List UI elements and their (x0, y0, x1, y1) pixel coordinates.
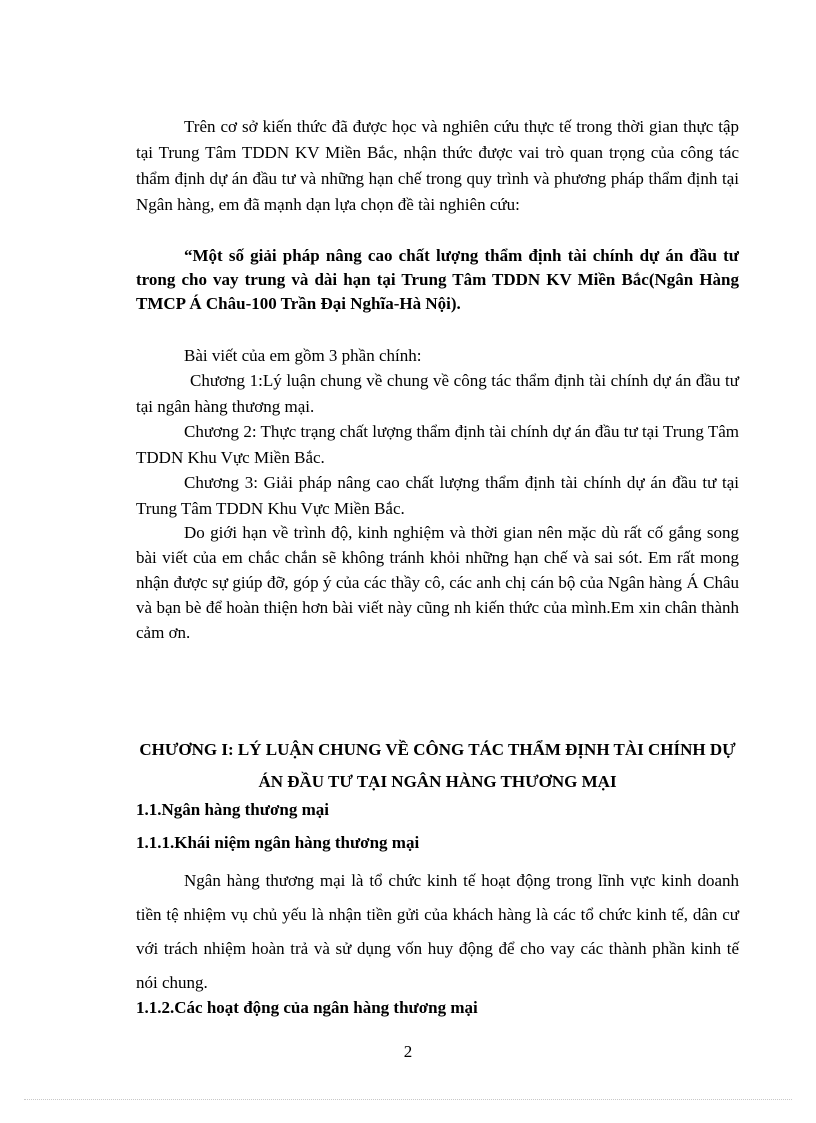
chapter-1-summary: Chương 1:Lý luận chung về chung về công tác thẩm định tài chính dự án đầu tư tại ngân hàng thương mại. (136, 371, 739, 416)
intro-paragraph: Trên cơ sở kiến thức đã được học và nghiên cứu thực tế trong thời gian thực tập tại Trung Tâm TDDN KV Miền Bắc, nhận thức được vai trò quan trọng của công tác thẩm định dự án đầu tư và những hạn chế trong quy trình và phương pháp thẩm định tại Ngân hàng, em đã mạnh dạn lựa chọn đề tài nghiên cứu: (136, 117, 739, 214)
chapter-2-summary: Chương 2: Thực trạng chất lượng thẩm định tài chính dự án đầu tư tại Trung Tâm TDDN Khu Vực Miền Bắc. (136, 422, 739, 467)
thesis-topic-paragraph: “Một số giải pháp nâng cao chất lượng thẩm định tài chính dự án đầu tư trong cho vay trung và dài hạn tại Trung Tâm TDDN KV Miền Bắc(Ngân Hàng TMCP Á Châu-100 Trần Đại Nghĩa-Hà Nội). (136, 246, 739, 313)
chapter-title: CHƯƠNG I: LÝ LUẬN CHUNG VỀ CÔNG TÁC THẨM ĐỊNH TÀI CHÍNH DỰ ÁN ĐẦU TƯ TẠI NGÂN HÀNG THƯƠNG MẠI (139, 740, 736, 791)
section-heading-1-1-2: 1.1.2.Các hoạt động của ngân hàng thương mại (136, 998, 478, 1017)
closing-paragraph: Do giới hạn về trình độ, kinh nghiệm và thời gian nên mặc dù rất cố gắng song bài viết của em chắc chắn sẽ không tránh khỏi những hạn chế và sai sót. Em rất mong nhận được sự giúp đỡ, góp ý của các thầy cô, các anh chị cán bộ của Ngân hàng Á Châu và bạn bè để hoàn thiện hơn bài viết này cũng nh kiến thức của mình.Em xin chân thành cảm ơn. (136, 523, 739, 642)
section-heading-1-1: 1.1.Ngân hàng thương mại (136, 800, 329, 819)
definition-paragraph: Ngân hàng thương mại là tổ chức kinh tế hoạt động trong lĩnh vực kinh doanh tiền tệ nhiệm vụ chủ yếu là nhận tiền gửi của khách hàng là các tổ chức kinh tế, dân cư với trách nhiệm hoàn trả và sử dụng vốn huy động để cho vay các thành phần kinh tế nói chung. (136, 871, 739, 992)
page-bottom-divider (24, 1099, 792, 1100)
chapter-3-summary: Chương 3: Giải pháp nâng cao chất lượng thẩm định tài chính dự án đầu tư tại Trung Tâm TDDN Khu Vực Miền Bắc. (136, 473, 739, 518)
structure-intro-paragraph: Bài viết của em gồm 3 phần chính: (184, 346, 422, 365)
page-number: 2 (403, 1042, 413, 1061)
section-heading-1-1-1: 1.1.1.Khái niệm ngân hàng thương mại (136, 833, 420, 852)
